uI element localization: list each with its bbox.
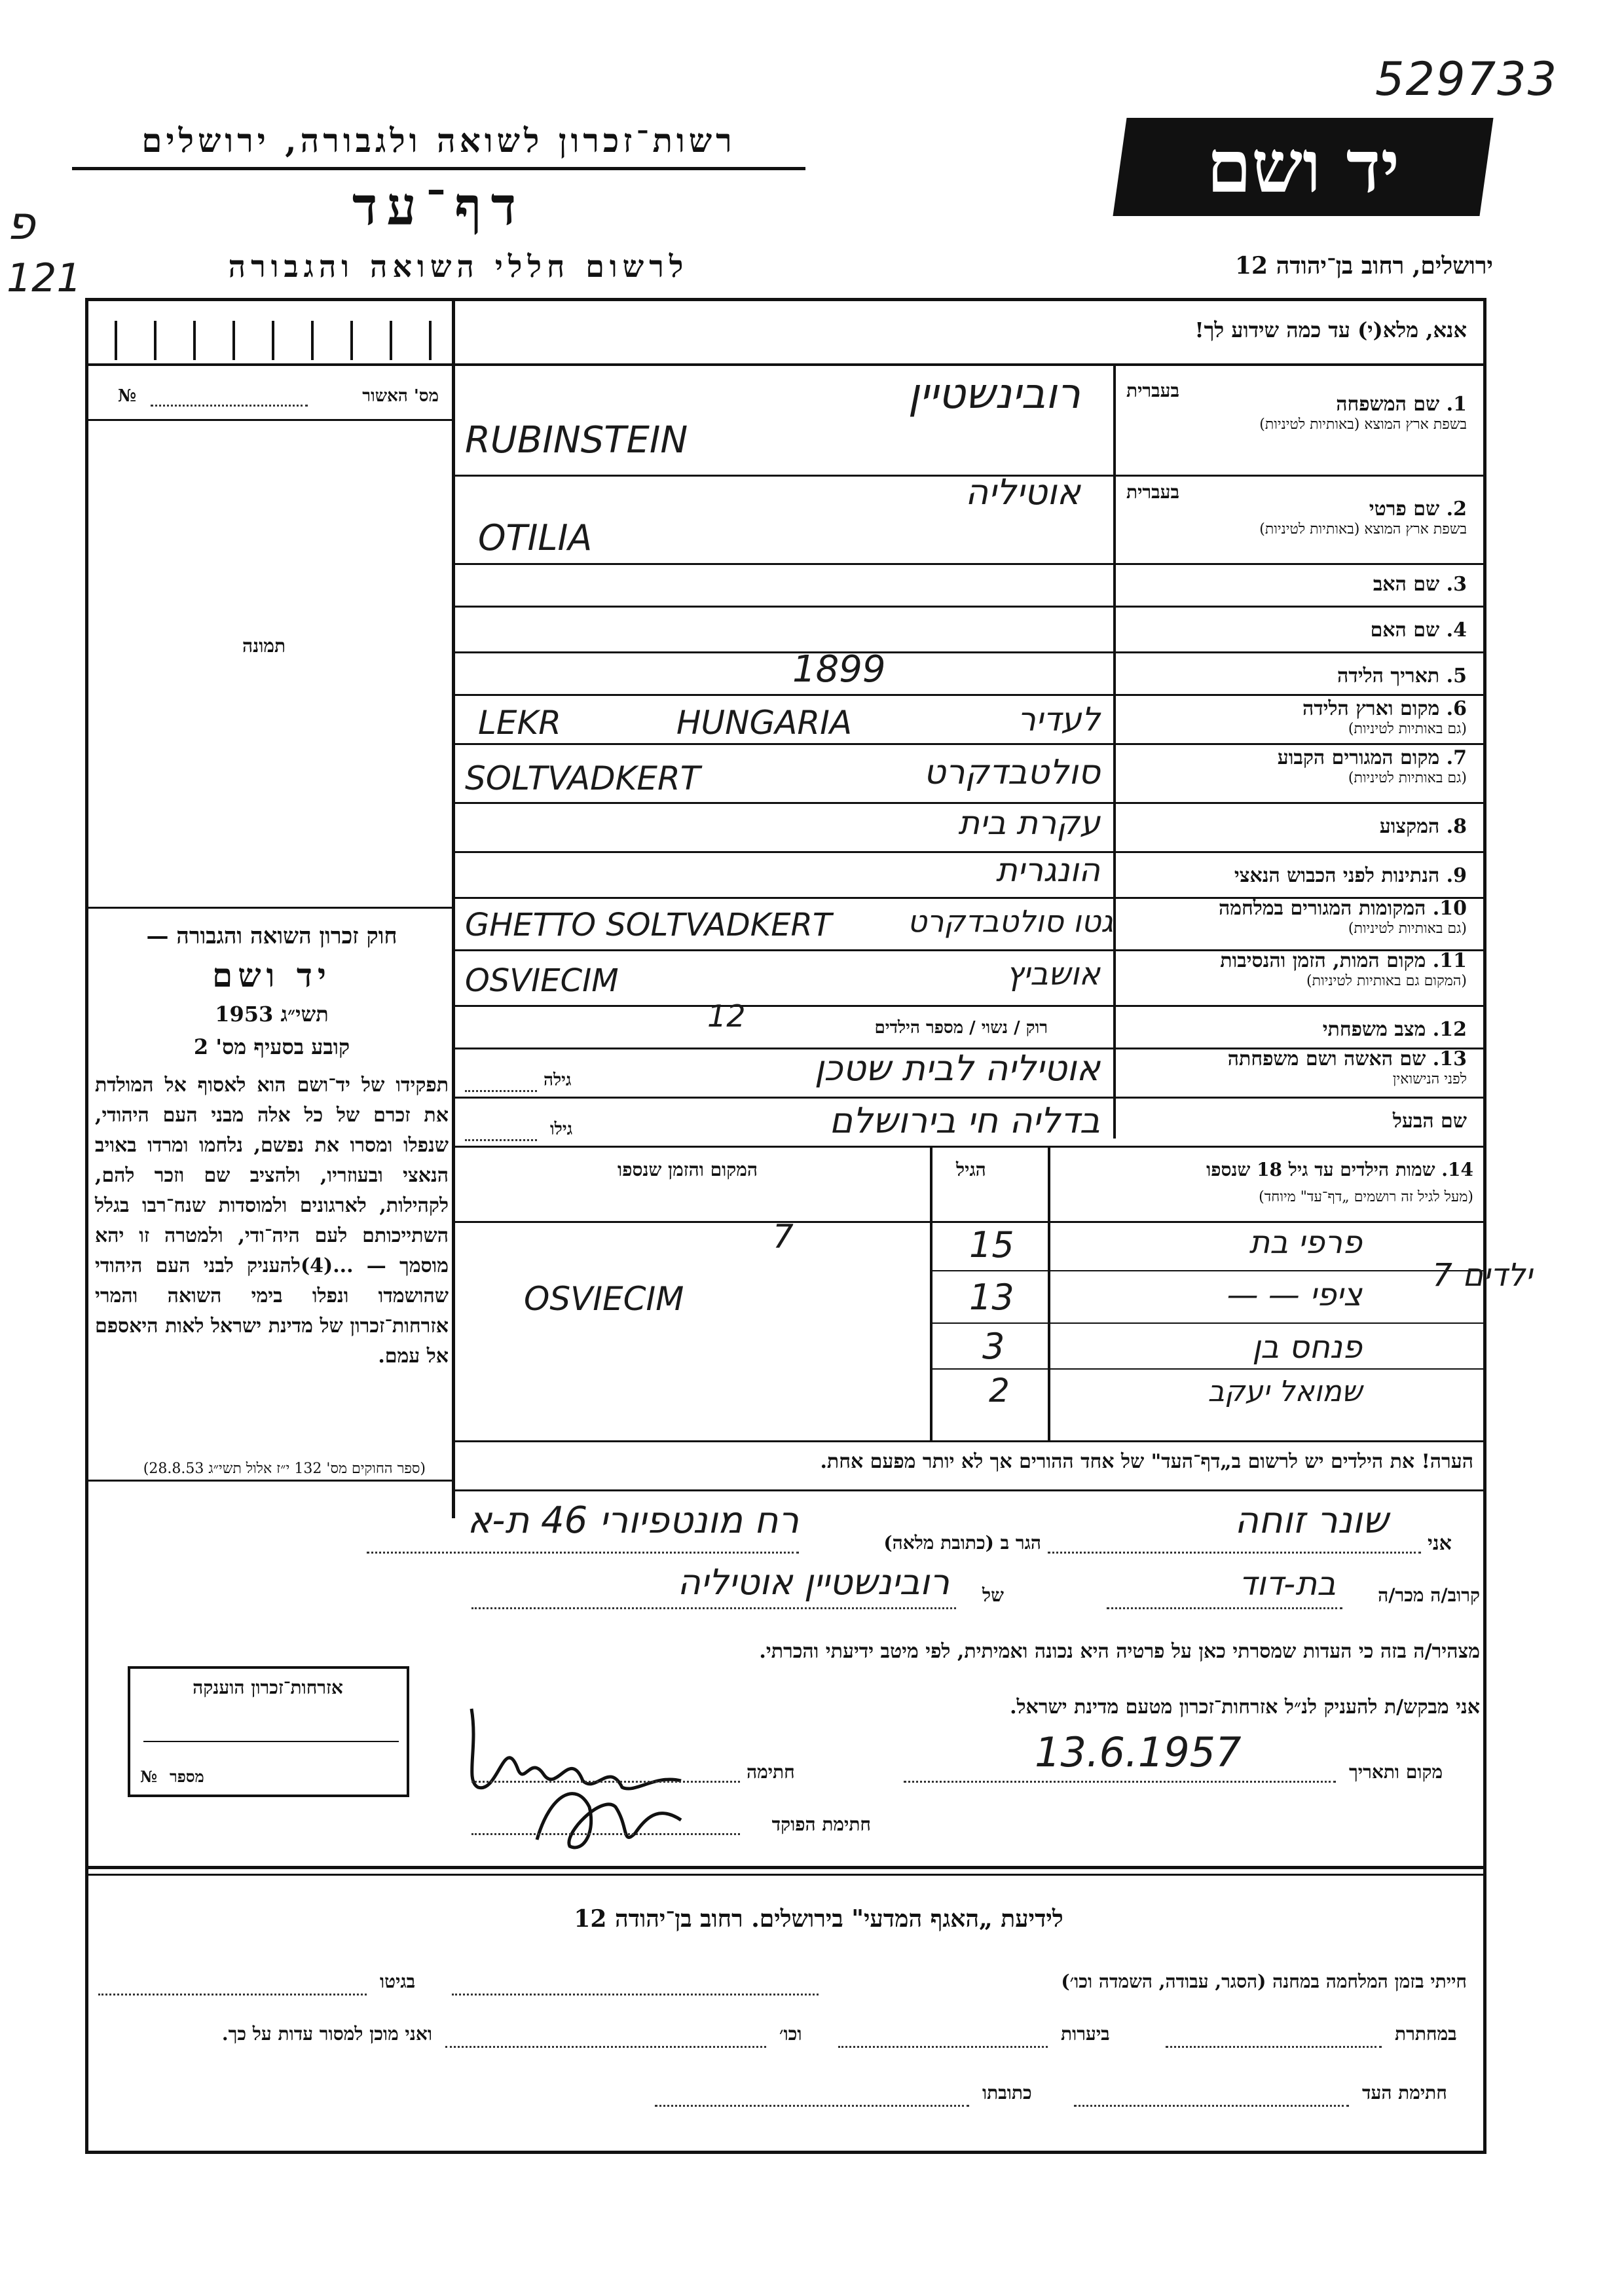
field-marital-label: 12. מצב משפחתי [1322,1018,1467,1041]
field-occupation-value: עקרת בית [958,804,1100,842]
children-age-header: הגיל [956,1159,986,1180]
child-name: פנחס בן [1252,1329,1362,1366]
margin-note-top: פ [7,196,35,250]
form-subtitle: לרשום חללי השואה והגבורה [228,249,689,284]
declaration-statement: מצהיר/ה בזה כי העדות שמסרתי כאן על פרטיה היא נכונה ואמיתית, לפי מיטב ידיעתי והכרתי. [759,1640,1480,1663]
footer-line3-start: חתימת העד [1362,2082,1447,2104]
field-mother-label: 4. שם האם [1370,619,1467,642]
footer-line2-mid2: וכו׳ [779,2023,802,2045]
children-col-divider [1048,1148,1050,1442]
form-title: דף־עד [352,175,526,237]
logo-text: יד ושם [1206,124,1400,209]
child-age: 3 [982,1326,1005,1367]
field-birth-date-label: 5. תאריך הלידה [1337,665,1467,687]
child-age: 13 [969,1277,1014,1318]
intro-text: אנא, מלא(י) עד כמה שידוע לך! [1194,318,1467,342]
declaration-signature-label: חתימה [747,1761,795,1783]
photo-label: תמונה [242,635,286,657]
field-family-name-label: 1. שם המשפחה בשפת ארץ המוצא (באותיות לטיניות) [1259,393,1467,433]
field-divider [455,651,1486,653]
law-text: תפקידו של יד־ושם הוא לאסוף אל המולדת את זכרם של כל אלה מבני העם היהודי, שנפלו ומסרו את נפשם, נלחמו ומרדו באויב הנאצי ובעוזריו, ולהציב שם וזכר להם, לקהילות, לארגונים ולמוסדות שנח־רבו בגלל השתייכותם לעם היה־ודי, ולמטרה זו יהא מוסמך — ...(4)להעניק לבני העם היהודי שהושמדו ונפלו בימי השואה והמרי אזרחות־זכרון של מדינת ישראל לאות היאספם אל עמם. [95,1074,449,1368]
declaration-ani-label: אני [1428,1532,1452,1555]
field-residence-label: 7. מקום המגורים הקבוע (גם באותיות לטיניות) [1277,746,1467,786]
footer-line2-field-2 [838,2046,1048,2048]
law-year: תשי״ג 1953 [215,1002,329,1027]
field-divider [455,694,1486,696]
field-first-name-label: 2. שם פרטי בשפת ארץ המוצא (באותיות לטיניות) [1259,498,1467,538]
field-father-label: 3. שם האב [1373,573,1467,596]
field-wartime-residence-hebrew: גטו סולטבדקרט [907,903,1113,939]
reference-number: 529733 [1375,52,1559,106]
citizenship-box-no: № [140,1767,158,1786]
notch [154,321,157,360]
field-wife-age-label: גילה [544,1070,572,1090]
note-bottom-line [455,1489,1486,1491]
citizenship-box-number-label: מספר [170,1767,204,1786]
notch [193,321,196,360]
field-divider [455,743,1486,745]
field-wartime-residence-label: 10. המקומות המגורים במלחמה (גם באותיות לטיניות) [1218,897,1467,937]
footer-line1-field [452,1994,819,1995]
children-note: הערה! את הילדים יש לרשום ב„דף־העד" של אחד ההורים אך לא יותר מפעם אחת. [820,1450,1473,1473]
citizenship-box-title: אזרחות־זכרון הוענקה [193,1677,343,1698]
declaration-relation-value: בת-דוד [1238,1565,1336,1603]
field-death-place-label: 11. מקום המות, הזמן והנסיבות (המקום גם באותיות לטיניות) [1220,949,1467,989]
declaration-address-label: הגר ב (כתובת מלאה) [883,1532,1041,1554]
footer-line3-field [1074,2105,1349,2107]
notch [350,321,353,360]
footer-line2-start: במחתרת [1395,2023,1457,2045]
field-birth-date-value: 1899 [792,648,886,691]
footer-line2-field-3 [445,2046,766,2048]
law-box-top [85,907,455,909]
field-family-name-latin: RUBINSTEIN [465,419,688,462]
certificate-line [151,405,308,407]
org-title-underline [72,167,805,170]
photo-top-line [85,419,455,421]
declaration-relation-line [1107,1607,1342,1609]
notch [390,321,392,360]
children-place-header: המקום והזמן שנספו [618,1159,758,1180]
child-name: שמואל יעקב [1208,1375,1362,1408]
field-wife-label: 13. שם האשה ושם משפחתה לפני הנישואין [1227,1048,1467,1087]
field-residence-latin: SOLTVADKERT [465,759,701,797]
field-marital-options: רוק / נשוי / מספר הילדים [874,1018,1048,1038]
field-wartime-residence-latin: GHETTO SOLTVADKERT [465,907,832,943]
declaration-relation-label: קרוב/ה מכר/ה [1378,1584,1480,1606]
declaration-request: אני מבקש/ת להעניק לנ״ל אזרחות־זכרון מטעם מדינת ישראל. [1010,1696,1480,1719]
footer-line1-field-2 [98,1994,367,1995]
left-panel-bottom [85,1480,455,1482]
declaration-address-value: רח מונטפיורי 46 ת-א [467,1499,799,1542]
field-family-name-hebrew: רובינשטיין [908,370,1080,418]
notch [311,321,314,360]
child-place: OSVIECIM [524,1280,684,1318]
footer-separator-bottom [85,1874,1486,1876]
field-divider [455,606,1486,608]
field-birthplace-latin: LEKR HUNGARIA [478,704,853,742]
margin-note-number: 121 [7,255,82,301]
declaration-place-date-value: 13.6.1957 [1035,1728,1242,1776]
child-age: 15 [969,1224,1014,1266]
children-title: 14. שמות הילדים עד גיל 18 שנספו [1206,1159,1473,1180]
field-husband-label: שם הבעל [1392,1110,1467,1133]
children-header-divider [455,1221,1486,1223]
field-divider [455,563,1486,565]
child-name: פרפי בת [1249,1224,1362,1261]
footer-line2-end: ואני מוכן למסור עדות על כך. [221,2023,432,2045]
notch [232,321,235,360]
field-birthplace-label: 6. מקום וארץ הלידה (גם באותיות לטיניות) [1302,697,1467,737]
footer-heading: לידיעת „האגף המדעי" בירושלים. רחוב בן־יהודה 12 [574,1905,1063,1933]
certificate-label-text: מס' האשור [362,386,439,406]
declaration-officer-label: חתימת הפוקד [771,1813,871,1835]
field-family-name-side: בעברית [1126,380,1180,401]
field-birthplace-hebrew: לעדיר [1017,701,1100,738]
footer-line1-text: חייתי בזמן המלחמה במחנה (הסגר, עבודה, השמדה וכו׳) [1061,1971,1467,1992]
footer-separator-top [85,1866,1486,1869]
footer-line1-end: בגיטו [380,1971,416,1992]
field-death-place-latin: OSVIECIM [465,962,619,999]
certificate-no: № [118,386,137,406]
footer-line2-field [1166,2046,1382,2048]
footer-line2-mid: ביערות [1061,2023,1110,2045]
notch [115,321,117,360]
child-age: 2 [989,1372,1010,1410]
field-divider [455,1097,1486,1099]
child-row-divider [930,1368,1486,1370]
left-column-divider [452,301,455,1518]
citizenship-box-line [143,1741,399,1742]
children-margin-note: ילדים 7 [1432,1257,1532,1294]
child-row-divider [930,1322,1486,1324]
org-title: רשות־זכרון לשואה ולגבורה, ירושלים [141,121,736,160]
law-source: (ספר החוקים מס' 132 י״ז אלול תשי״ג 28.8.53) [143,1461,426,1477]
certificate-label [111,386,439,406]
field-husband-age-label: גילו [550,1120,573,1139]
child-row-divider [930,1270,1486,1271]
law-title: חוק זכרון השואה והגבורה — [146,923,397,949]
field-marital-children: 12 [707,998,746,1034]
field-wife-age-line [465,1090,537,1092]
field-first-name-hebrew: אוטיליה [965,471,1080,513]
field-nationality-label: 9. הנתינות לפני הכבוש הנאצי [1234,864,1467,887]
address: ירושלים, רחוב בן־יהודה 12 [1234,252,1493,280]
law-clause: קובע בסעיף מס' 2 [193,1034,350,1059]
declaration-place-date-label: מקום ותאריך [1349,1761,1443,1783]
label-column-divider [1113,366,1116,1139]
notch [272,321,274,360]
child-name: ציפי — — [1227,1277,1362,1313]
law-name: יד ושם [212,956,331,994]
field-residence-hebrew: סולטבדקרט [923,753,1100,792]
field-death-place-hebrew: אושביץ [1006,956,1100,993]
field-first-name-side: בעברית [1126,481,1180,503]
declaration-officer-line [471,1833,740,1835]
declaration-ani-value: שונר זוחה [1234,1499,1388,1542]
field-divider [455,1005,1486,1007]
footer-line3-end: כתובתו [982,2082,1032,2104]
field-husband-age-line [465,1139,537,1141]
notch [429,321,432,360]
field-nationality-value: הונגרית [995,851,1100,889]
child-place: 7 [773,1218,794,1256]
declaration-place-date-line [904,1781,1336,1783]
field-divider [455,1146,1486,1148]
declaration-of-line [471,1607,956,1609]
children-bottom-line [455,1440,1486,1442]
field-occupation-label: 8. המקצוע [1379,815,1467,838]
declaration-of-value: רובינשטיין אוטיליה [677,1561,950,1603]
field-husband-value: בדליה חי בירושלם [829,1100,1100,1141]
officer-signature [524,1768,694,1859]
declaration-address-line [367,1552,799,1554]
yad-vashem-logo [1113,118,1493,216]
declaration-ani-line [1048,1552,1421,1554]
declaration-of-label: של [982,1584,1004,1606]
field-wife-value: אוטיליה לבית שטכן [814,1048,1100,1089]
intro-divider [85,363,1486,366]
field-first-name-latin: OTILIA [478,517,593,558]
citizenship-box [128,1666,409,1797]
children-col-divider [930,1148,932,1442]
children-subtitle: (מעל לגיל זה רושמים „דף־עד" מיוחד) [1259,1189,1473,1205]
footer-line3-field-2 [655,2105,969,2107]
